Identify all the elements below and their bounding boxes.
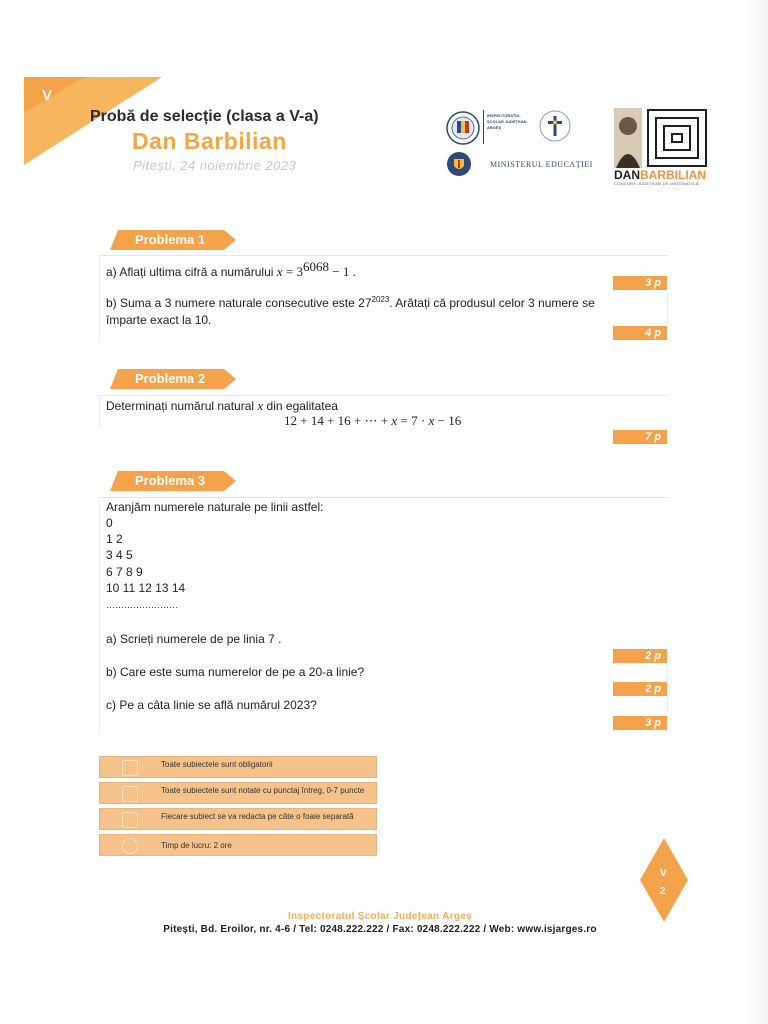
logo-name-part-a: DAN [614, 168, 640, 182]
points-badge-2: 7 p [613, 430, 667, 444]
sequence-row: 1 2 [106, 532, 123, 546]
problem-2-rule [99, 395, 668, 396]
clock-icon [122, 838, 138, 854]
points-badge-3b: 2 p [613, 682, 667, 696]
problem-2-statement-tail: din egalitatea [266, 399, 338, 413]
note-row [99, 834, 377, 856]
problem-3-intro: Aranjăm numerele naturale pe linii astfel: [106, 500, 324, 514]
note-text: Fiecare subiect se va redacta pe câte o foaie separată [161, 812, 354, 821]
problem-2-equation [284, 412, 461, 430]
dan-barbilian-logo [614, 108, 708, 168]
problem-1-border [99, 255, 100, 342]
problem-1-banner [110, 230, 236, 250]
note-text: Toate subiectele sunt obligatorii [161, 760, 273, 769]
problem-3-banner [110, 471, 236, 491]
problem-1b-exponent: 2023 [371, 295, 390, 304]
math-var-x: x [257, 398, 264, 413]
note-text: Toate subiectele sunt notate cu punctaj întreg, 0-7 puncte [161, 786, 365, 795]
equation-mid: = 7 · [400, 413, 426, 428]
math-exponent: 6068 [302, 259, 329, 274]
points-badge-3a: 2 p [613, 649, 667, 663]
problem-1-rule [99, 255, 668, 256]
sequence-ellipsis: …………………… [106, 600, 178, 610]
points-box-3c [613, 696, 668, 716]
problem-2-banner [110, 369, 236, 389]
footer-organization: Inspectoratul Școlar Județean Argeș [287, 911, 473, 922]
isj-seal-logo [446, 111, 480, 145]
contest-name: Dan Barbilian [132, 128, 287, 154]
sequence-row: 3 4 5 [106, 548, 133, 562]
isj-logo-divider [483, 110, 484, 144]
problem-3-rule [99, 497, 668, 498]
problem-1b-text [106, 291, 596, 329]
ministry-coat-of-arms-icon [446, 151, 472, 177]
problem-3c-text: c) Pe a câta linie se află numărul 2023? [106, 698, 317, 712]
points-badge-1b: 4 p [613, 326, 667, 340]
math-var-x: x [428, 413, 435, 428]
problem-1a-statement: a) Aflați ultima cifră a numărului [106, 265, 274, 279]
math-tail: − 1 . [332, 264, 356, 279]
badge-letter: V [660, 868, 667, 879]
points-box-3b [613, 663, 668, 683]
math-var-x: x [276, 264, 283, 279]
corner-letter: V [42, 87, 53, 104]
problem-2-label: Problema 2 [135, 371, 206, 386]
problem-1b-statement: b) Suma a 3 numere naturale consecutive este 27 [106, 296, 372, 310]
problem-1-label: Problema 1 [135, 232, 206, 247]
points-box-1b [613, 290, 668, 326]
note-text: Timp de lucru: 2 ore [161, 841, 232, 850]
problem-3a-text: a) Scrieți numerele de pe linia 7 . [106, 632, 282, 646]
equation-tail: − 16 [437, 413, 462, 428]
logo-name-part-b: BARBILIAN [640, 168, 706, 182]
equation-sum: 12 + 14 + 16 + ⋯ + [284, 413, 389, 428]
footer-address: Pitești, Bd. Eroilor, nr. 4-6 / Tel: 0248.222.222 / Fax: 0248.222.222 / Web: www.isjarges.ro [163, 924, 597, 935]
note-row [99, 782, 377, 804]
sequence-row: 6 7 8 9 [106, 565, 143, 579]
isj-logo-text: INSPECTORATUL ȘCOLAR JUDEȚEAN ARGEȘ [487, 113, 527, 130]
problem-3-label: Problema 3 [135, 473, 206, 488]
note-row [99, 756, 377, 778]
ministry-logo-text: MINISTERUL EDUCAȚIEI [490, 160, 593, 169]
math-base: = 3 [285, 264, 303, 279]
problem-2-border [99, 395, 100, 429]
cross-seal-logo [538, 109, 572, 143]
sequence-row: 0 [106, 516, 113, 530]
contest-date: Pitești, 24 noiembrie 2023 [133, 158, 297, 173]
problem-3b-text: b) Care este suma numerelor de pe a 20-a linie? [106, 665, 365, 679]
dan-barbilian-logo-subtitle: CONCURS JUDEȚEAN DE MATEMATICĂ [614, 181, 699, 186]
dan-barbilian-logo-name [614, 168, 706, 182]
points-badge-1a: 3 p [613, 276, 667, 290]
problem-2-statement: Determinați numărul natural [106, 399, 255, 413]
calculator-icon [122, 786, 138, 802]
problem-3-border [99, 497, 100, 734]
math-var-x: x [391, 413, 398, 428]
problem-1b-statement-cont: . Arătați că produsul celor 3 numere se împarte exact la 10. [106, 296, 595, 327]
points-badge-3c: 3 p [613, 716, 667, 730]
badge-number: 2 [660, 886, 666, 897]
page-badge-diamond [640, 838, 688, 922]
note-row [99, 808, 377, 830]
document-icon [122, 812, 138, 828]
page-title: Probă de selecție (clasa a V-a) [90, 108, 319, 125]
problem-1a-text [106, 258, 356, 281]
pencil-icon [122, 760, 138, 776]
sequence-row: 10 11 12 13 14 [106, 581, 186, 595]
scan-edge [748, 0, 768, 1024]
